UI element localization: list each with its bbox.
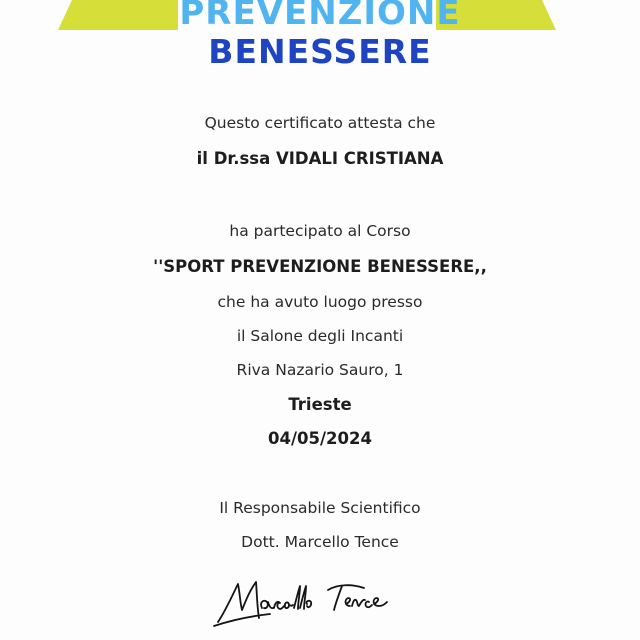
- event-city: Trieste: [288, 395, 352, 414]
- certificate-intro-text: Questo certificato attesta che: [204, 114, 436, 132]
- signatory-role: Il Responsabile Scientifico: [219, 499, 421, 517]
- signatory-name: Dott. Marcello Tence: [241, 533, 399, 551]
- brand-title-prevenzione: PREVENZIONE: [179, 0, 461, 33]
- venue-address: Riva Nazario Sauro, 1: [236, 361, 404, 379]
- recipient-name: il Dr.ssa VIDALI CRISTIANA: [196, 149, 444, 168]
- course-title: ''SPORT PREVENZIONE BENESSERE,,: [153, 257, 487, 276]
- event-date: 04/05/2024: [268, 429, 372, 448]
- handwritten-signature-icon: [212, 572, 407, 630]
- brand-title-benessere: BENESSERE: [208, 32, 432, 71]
- venue-name: il Salone degli Incanti: [236, 327, 404, 345]
- venue-intro-text: che ha avuto luogo presso: [217, 293, 423, 311]
- participation-text: ha partecipato al Corso: [229, 222, 411, 240]
